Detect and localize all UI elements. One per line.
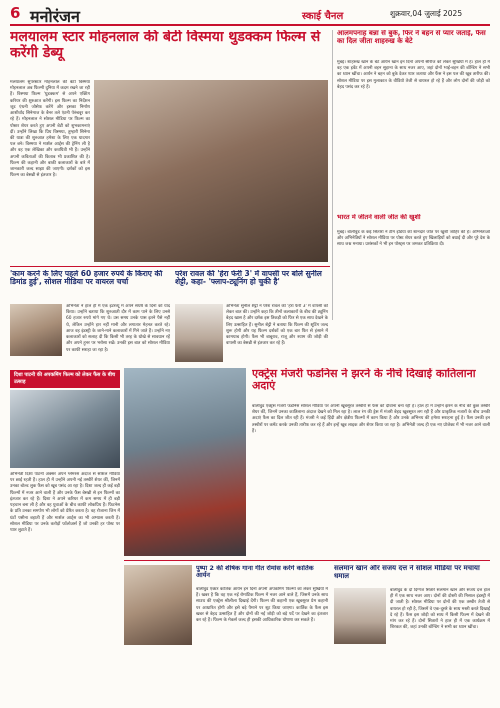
- masthead: [10, 4, 490, 26]
- manjari-photo: [124, 368, 246, 556]
- mid-left-body: अभिनेत्री दिशा पाटनी अक्सर अपने ग्लैमरस अंदाज से सोशल मीडिया पर छाई रहती हैं। हाल ही में उन्होंने अपनी नई तस्वीरें शेयर कीं, जिनमें उनका बोल्ड लुक फैंस को खूब पसंद आ रहा है। दिशा जल्द ही कई बड़ी फिल्मों में नजर आने वाली हैं और उनके फैंस बेसब्री से इन फिल्मों का इंतजार कर रहे हैं। दिशा ने अपने करियर में कम समय में ही बड़ी पहचान बना ली है और वह युवाओं के बीच काफी लोकप्रिय हैं। फिटनेस के प्रति उनका समर्पण भी लोगों को प्रेरित करता है। वह रोजाना जिम में घंटों पसीना बहाती हैं और मार्शल आर्ट्स का भी अभ्यास करती हैं। सोशल मीडिया पर उनके करोड़ों फॉलोअर्स हैं जो उनकी हर पोस्ट पर प्यार लुटाते हैं।: [10, 472, 120, 533]
- lead-body: मलयालम सुपरस्टार मोहनलाल की बेटी विस्मया मोहनलाल अब फिल्मी दुनिया में कदम रखने जा रही हैं। विस्मया फिल्म 'थुडक्कम' से अपने एक्टिंग करियर की शुरुआत करेंगी। इस फिल्म का निर्देशन जूड एंथनी जोसेफ करेंगे और इसका निर्माण आशीर्वाद सिनेमाज के बैनर तले एंटनी पेरुंबवूर कर रहे हैं। मोहनलाल ने सोशल मीडिया पर फिल्म का पोस्टर शेयर करते हुए अपनी बेटी को शुभकामनाएं दीं। उन्होंने लिखा कि प्रिय विस्मया, तुम्हारी सिनेमा की यात्रा की शुरुआत हमेशा के लिए एक यादगार पल बने। विस्मया ने मार्शल आर्ट्स की ट्रेनिंग ली है और वह एक लेखिका और कवयित्री भी हैं। उन्होंने अपनी कविताओं की किताब भी प्रकाशित की है। फिल्म की कहानी और बाकी कलाकारों के बारे में जानकारी जल्द साझा की जाएगी। दर्शकों को इस फिल्म का बेसब्री से इंतजार है।: [10, 80, 90, 179]
- kartik-photo: [124, 565, 192, 645]
- sidebar-top-headline: आलमपनाह बन्ना से बुके, फिर ने बहन से प्यार जताई, फैंस का दिल जीता शाहरुख के बेटे: [337, 30, 486, 45]
- pushpa-headline: पुष्पा 2 की शीर्षक गाना गीत रोमांस करेंगे कार्तिक आर्यन: [196, 565, 314, 580]
- sidebar-mid-headline: भारत में जीतने वाली जीत की खुशी: [337, 214, 421, 221]
- sidebar-mid-body: मुंबई। बॉलीवुड के कई सितारों ने टीम इंडिया की शानदार जीत पर खुशी जाहिर की है। अभिनेताओं और अभिनेत्रियों ने सोशल मीडिया पर पोस्ट शेयर करते हुए खिलाड़ियों को बधाई दी और पूरे देश के साथ जश्न मनाया। प्रशंसकों ने भी इन पोस्ट्स पर जमकर प्रतिक्रिया दी।: [337, 230, 490, 248]
- sidebar-top-body: मुंबई। शाहरुख खान के बेटे आर्यन खान इन दिनों अपनी सीरीज को लेकर सुर्खियों में हैं। हाल ही में वह एक इवेंट में अपनी बहन सुहाना के साथ नजर आए, जहां दोनों भाई-बहन की बॉन्डिंग ने सभी का ध्यान खींचा। आर्यन ने बहन को बुके देकर प्यार जताया और फैंस ने इस पल की खूब तारीफ की। सोशल मीडिया पर इस मुलाकात के वीडियो तेजी से वायरल हो रहे हैं और लोग दोनों की जोड़ी को बेहद पसंद कर रहे हैं।: [337, 60, 490, 90]
- pushpa-body: बॉलीवुड एक्टर कार्तिक आर्यन इन दिनों अपनी अपकमिंग फिल्मों को लेकर सुर्खियों में हैं। खबर है कि वह एक नई रोमांटिक फिल्म में नजर आने वाले हैं, जिसमें उनके साथ साउथ की एक्ट्रेस श्रीलीला दिखाई देंगी। फिल्म की कहानी एक खूबसूरत प्रेम कहानी पर आधारित होगी और इसे बड़े पैमाने पर शूट किया जाएगा। कार्तिक के फैंस इस खबर से बेहद उत्साहित हैं और दोनों की नई जोड़ी को बड़े पर्दे पर देखने का इंतजार कर रहे हैं। फिल्म के मेकर्स जल्द ही इसकी आधिकारिक घोषणा कर सकते हैं।: [196, 587, 328, 624]
- paresh-headline: परेश रावल की 'हेरा फेरी 3' में वापसी पर बोले सुनील शेट्टी, कहा- 'फ्लाप-ट्यूनिंग हो चुकी है': [175, 270, 322, 287]
- column-divider: [332, 30, 333, 320]
- photo-caption-bar: दिशा पाटनी की अपकमिंग फिल्म को लेकर फैंस के बीच उत्साह: [10, 370, 120, 388]
- film60-headline: 'काम करने के लिए पहले 60 हजार रुपये के किराए की डिमांड हुई', सोशल मीडिया पर वायरल चर्चा: [10, 270, 163, 287]
- lead-photo: [94, 80, 328, 262]
- salman-headline: सलमान खान और संजय दत्त ने सोशल मीडिया पर मचाया धमाल: [334, 565, 480, 580]
- section-title: मनोरंजन: [30, 7, 80, 26]
- section-rule-bottom: [124, 560, 490, 561]
- feature-photo: [10, 390, 120, 468]
- page-number: 6: [10, 4, 21, 22]
- dateline: शुक्रवार,04 जुलाई 2025: [390, 9, 463, 18]
- paresh-body: अभिनेता सुनील शेट्टी ने परेश रावल की 'हेरा फेरी 3' में वापसी को लेकर बात की। उन्होंने कहा कि तीनों कलाकारों के बीच की ट्यूनिंग बेहद खास है और दर्शक इस तिकड़ी को फिर से एक साथ देखने के लिए उत्साहित हैं। सुनील शेट्टी ने बताया कि फिल्म की शूटिंग जल्द शुरू होगी और यह फिल्म दर्शकों को एक बार फिर से हंसाने में कामयाब होगी। फैंस भी बाबूराव, राजू और श्याम की जोड़ी की वापसी का बेसब्री से इंतजार कर रहे हैं।: [226, 304, 328, 347]
- section-rule: [10, 266, 330, 267]
- manjari-body: बॉलीवुड एक्ट्रेस मंजरी फडनिस सोशल मीडिया पर अपनी खूबसूरत तस्वीरों से फैंस को दीवाना बना रही हैं। हाल ही में उन्होंने झरने के नीचे की कुछ तस्वीरें शेयर कीं, जिनमें उनका कातिलाना अंदाज देखने को मिल रहा है। लाल रंग की ड्रेस में मंजरी बेहद खूबसूरत लग रही हैं और प्राकृतिक नजारों के बीच उनकी अदाएं फैंस का दिल जीत रही हैं। मंजरी ने कई हिंदी और क्षेत्रीय फिल्मों में काम किया है और उनके अभिनय की हमेशा सराहना हुई है। फैंस उनकी इन तस्वीरों पर कमेंट करके उनकी तारीफ कर रहे हैं और इन्हें खूब लाइक और शेयर किया जा रहा है। अभिनेत्री जल्द ही एक नए प्रोजेक्ट में भी नजर आने वाली हैं।: [252, 404, 490, 434]
- newspaper-brand: स्काई चैनल: [302, 11, 344, 22]
- salman-photo: [334, 588, 386, 644]
- manjari-headline: एक्ट्रेस मंजरी फडनिस ने झरने के नीचे दिखाई कातिलाना अदाएं: [252, 368, 476, 393]
- lead-headline: मलयालम स्टार मोहनलाल की बेटी विस्मया थुडक्कम फिल्म से करेंगी डेब्यू: [10, 30, 321, 61]
- paresh-photo: [175, 304, 223, 362]
- film60-photo: [10, 304, 62, 356]
- salman-body: बॉलीवुड के दो दिग्गज सितारे सलमान खान और संजय दत्त हाल ही में एक साथ नजर आए। दोनों की दोस्ती की मिसाल इंडस्ट्री में दी जाती है। सोशल मीडिया पर दोनों की एक तस्वीर तेजी से वायरल हो रही है, जिसमें वे एक-दूसरे के साथ मस्ती करते दिखाई दे रहे हैं। फैंस इस जोड़ी को साथ में किसी फिल्म में देखने की मांग कर रहे हैं। दोनों सितारों ने हाल ही में एक कार्यक्रम में शिरकत की, जहां उनकी बॉन्डिंग ने सभी का ध्यान खींचा।: [390, 588, 490, 631]
- film60-body: अभिनेता ने हाल ही में एक इंटरव्यू में अपने संघर्ष के दिनों को याद किया। उन्होंने बताया कि शुरुआती दौर में काम पाने के लिए उनसे 60 हजार रुपये मांगे गए थे। उस समय उनके पास इतने पैसे नहीं थे, लेकिन उन्होंने हार नहीं मानी और लगातार मेहनत करते रहे। आज वह इंडस्ट्री के जाने-माने कलाकारों में गिने जाते हैं। उन्होंने नए कलाकारों को सलाह दी कि किसी भी तरह के धोखे से सावधान रहें और अपने हुनर पर भरोसा रखें। उनकी इस बात को सोशल मीडिया पर काफी सराहा जा रहा है।: [66, 304, 170, 353]
